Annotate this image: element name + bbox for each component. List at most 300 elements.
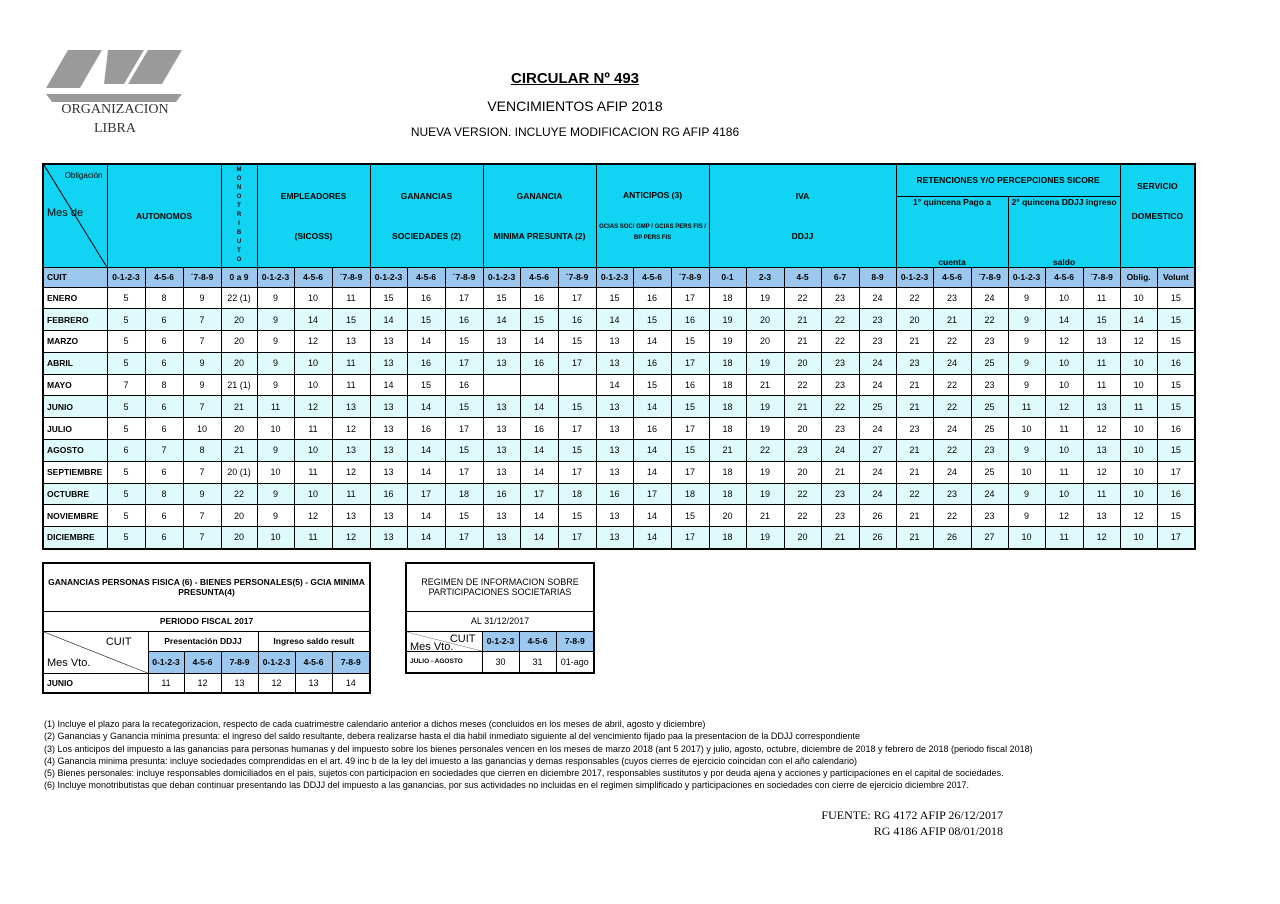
due-day-cell: 22 xyxy=(933,331,971,353)
due-day-cell: 5 xyxy=(107,418,145,440)
t1-title: GANANCIAS PERSONAS FISICA (6) - BIENES PERSONALES(5) - GCIA MINIMA PRESUNTA(4) xyxy=(43,563,370,611)
due-day-cell: 9 xyxy=(183,483,221,505)
month-label: DICIEMBRE xyxy=(43,527,107,549)
due-day-cell: 15 xyxy=(1157,309,1195,331)
due-day-cell: 19 xyxy=(746,396,784,418)
due-day-cell: 10 xyxy=(1008,527,1045,549)
due-day-cell: 14 xyxy=(1045,309,1083,331)
due-day-cell: 15 xyxy=(558,440,596,462)
due-day-cell: 6 xyxy=(145,527,183,549)
sicoss-label: (SICOSS) xyxy=(294,230,333,241)
t1-cuit-col: 7-8-9 xyxy=(332,651,370,673)
due-day-cell: 7 xyxy=(183,461,221,483)
due-day-cell: 9 xyxy=(1008,331,1045,353)
group-iva xyxy=(709,164,896,267)
due-day-cell: 10 xyxy=(257,418,294,440)
due-day-cell: 24 xyxy=(859,418,896,440)
t1-cuit-col: 4-5-6 xyxy=(295,651,332,673)
due-day-cell: 17 xyxy=(558,352,596,374)
participaciones-table xyxy=(405,562,595,674)
due-day-cell: 8 xyxy=(145,483,183,505)
table-row xyxy=(43,483,1195,505)
due-day-cell: 15 xyxy=(332,309,370,331)
t1-corner xyxy=(43,631,148,673)
t1-cell: 13 xyxy=(221,673,258,693)
due-day-cell: 10 xyxy=(1120,352,1157,374)
footnote: (4) Ganancia minima presunta: incluye sociedades comprendidas en el art. 49 inc b de la ley del imuesto a las ganancias y demas responsables (cuyos cierres de ejercicio coincidan con el año calendario) xyxy=(44,755,857,766)
due-day-cell: 5 xyxy=(107,527,145,549)
due-day-cell: 21 xyxy=(896,440,933,462)
empleadores-label: EMPLEADORES xyxy=(280,190,347,201)
cuit-col: 4-5-6 xyxy=(520,267,558,287)
cuit-col: 0 a 9 xyxy=(221,267,257,287)
due-day-cell: 16 xyxy=(407,418,445,440)
anticipos-label: ANTICIPOS (3) xyxy=(623,189,683,200)
due-day-cell: 16 xyxy=(445,374,483,396)
due-day-cell: 11 xyxy=(332,287,370,309)
due-day-cell: 10 xyxy=(1120,418,1157,440)
due-day-cell: 17 xyxy=(520,483,558,505)
due-day-cell: 17 xyxy=(445,352,483,374)
due-day-cell: 17 xyxy=(558,461,596,483)
due-day-cell: 15 xyxy=(1157,440,1195,462)
month-label: ABRIL xyxy=(43,352,107,374)
cuit-col: ´7-8-9 xyxy=(183,267,221,287)
sicore-q2-saldo: saldo xyxy=(1052,256,1076,267)
month-label: ENERO xyxy=(43,287,107,309)
cuit-col: 4-5 xyxy=(784,267,821,287)
table-row xyxy=(43,396,1195,418)
due-day-cell: 10 xyxy=(257,461,294,483)
due-day-cell: 14 xyxy=(596,309,633,331)
due-day-cell: 5 xyxy=(107,352,145,374)
due-day-cell: 21 xyxy=(746,505,784,527)
due-day-cell: 17 xyxy=(633,483,671,505)
due-day-cell: 22 xyxy=(933,440,971,462)
fuente-line-2: RG 4186 AFIP 08/01/2018 xyxy=(873,824,1003,838)
due-day-cell: 13 xyxy=(370,331,407,353)
due-day-cell: 17 xyxy=(1157,461,1195,483)
due-day-cell: 24 xyxy=(859,352,896,374)
due-day-cell: 18 xyxy=(709,396,746,418)
due-day-cell: 24 xyxy=(859,461,896,483)
table-row xyxy=(43,352,1195,374)
t2-mes-label: Mes Vto. xyxy=(410,640,454,651)
due-day-cell: 13 xyxy=(370,352,407,374)
due-day-cell: 19 xyxy=(746,418,784,440)
due-day-cell: 5 xyxy=(107,331,145,353)
footnote: (2) Ganancias y Ganancia minima presunta: el ingreso del saldo resultante, debera realizarse hasta el dia habil inmediato siguiente al del vencimiento fijado paa la presentacion de la DDJJ correspondiente xyxy=(44,731,860,742)
cuit-col: 4-5-6 xyxy=(407,267,445,287)
due-day-cell: 19 xyxy=(746,483,784,505)
due-day-cell: 18 xyxy=(709,287,746,309)
due-day-cell: 23 xyxy=(971,505,1008,527)
due-day-cell: 19 xyxy=(746,461,784,483)
due-day-cell: 26 xyxy=(933,527,971,549)
group-monotributo: M O N O T R I B U T O xyxy=(221,164,257,267)
due-day-cell: 14 xyxy=(407,527,445,549)
page-title: CIRCULAR Nº 493 xyxy=(511,70,639,87)
month-label: SEPTIEMBRE xyxy=(43,461,107,483)
due-day-cell: 11 xyxy=(332,374,370,396)
due-day-cell: 15 xyxy=(633,309,671,331)
cuit-col: 0-1-2-3 xyxy=(107,267,145,287)
due-day-cell: 22 xyxy=(933,505,971,527)
due-day-cell: 5 xyxy=(107,309,145,331)
due-day-cell: 11 xyxy=(332,483,370,505)
cuit-col: Oblig. xyxy=(1120,267,1157,287)
t1-cell: 13 xyxy=(295,673,332,693)
due-day-cell: 13 xyxy=(483,331,520,353)
footnote: (6) Incluye monotributistas que deban continuar presentando las DDJJ del impuesto a las ganancias, por sus actividades no incluidas en el regimen simplificado y participaciones en sociedades con cierre de ejercicio diciembre 2017. xyxy=(44,780,970,791)
iva-label: IVA xyxy=(795,190,810,201)
month-label: MAYO xyxy=(43,374,107,396)
due-day-cell: 8 xyxy=(145,374,183,396)
cuit-col: 4-5-6 xyxy=(294,267,332,287)
due-day-cell: 20 xyxy=(709,505,746,527)
due-day-cell: 6 xyxy=(145,309,183,331)
due-day-cell: 17 xyxy=(445,461,483,483)
cuit-col: Volunt xyxy=(1157,267,1195,287)
due-day-cell: 15 xyxy=(483,287,520,309)
due-day-cell: 8 xyxy=(145,287,183,309)
due-day-cell: 24 xyxy=(933,352,971,374)
due-day-cell: 10 xyxy=(1008,418,1045,440)
due-day-cell: 9 xyxy=(1008,440,1045,462)
due-day-cell: 17 xyxy=(671,418,709,440)
t1-cuit-col: 0-1-2-3 xyxy=(148,651,184,673)
due-day-cell: 13 xyxy=(370,440,407,462)
ganancias-label: GANANCIAS xyxy=(400,190,453,201)
t2-title: REGIMEN DE INFORMACION SOBRE PARTICIPACIONES SOCIETARIAS xyxy=(406,563,594,611)
due-day-cell: 23 xyxy=(971,374,1008,396)
due-day-cell: 17 xyxy=(445,418,483,440)
due-day-cell: 22 xyxy=(784,374,821,396)
due-day-cell: 13 xyxy=(483,418,520,440)
due-day-cell: 15 xyxy=(1157,287,1195,309)
due-day-cell: 13 xyxy=(370,527,407,549)
anticipos-sub-label: GCIAS SOC/ GMP / GCIAS PERS FIS / BP PERS FIS xyxy=(599,223,706,241)
due-day-cell: 13 xyxy=(332,505,370,527)
due-day-cell: 21 xyxy=(221,396,257,418)
ddjj-label: DDJJ xyxy=(791,230,814,241)
due-day-cell: 12 xyxy=(1120,331,1157,353)
due-day-cell: 20 xyxy=(746,331,784,353)
table-row xyxy=(43,287,1195,309)
due-day-cell: 17 xyxy=(407,483,445,505)
due-day-cell: 13 xyxy=(596,418,633,440)
due-day-cell: 18 xyxy=(558,483,596,505)
due-day-cell: 10 xyxy=(294,287,332,309)
due-day-cell: 21 xyxy=(784,396,821,418)
month-label: JUNIO xyxy=(43,396,107,418)
due-day-cell: 15 xyxy=(1157,331,1195,353)
due-day-cell: 22 xyxy=(746,440,784,462)
due-day-cell: 10 xyxy=(1120,461,1157,483)
t1-periodo: PERIODO FISCAL 2017 xyxy=(43,611,370,631)
due-day-cell: 18 xyxy=(709,418,746,440)
due-day-cell: 12 xyxy=(294,396,332,418)
footnotes xyxy=(44,718,1033,792)
t1-cuit-label: CUIT xyxy=(105,635,132,648)
due-day-cell: 10 xyxy=(1120,440,1157,462)
due-day-cell: 11 xyxy=(1083,352,1120,374)
due-day-cell: 22 xyxy=(784,483,821,505)
due-day-cell: 18 xyxy=(709,483,746,505)
due-day-cell: 20 (1) xyxy=(221,461,257,483)
due-day-cell: 25 xyxy=(971,418,1008,440)
t2-row-label: JULIO - AGOSTO xyxy=(406,651,482,673)
sicore-q2-label: 2° quincena DDJJ ingreso xyxy=(1011,196,1117,207)
group-autonomos: AUTONOMOS xyxy=(107,164,221,267)
due-day-cell: 14 xyxy=(407,396,445,418)
table-row xyxy=(43,418,1195,440)
due-day-cell: 15 xyxy=(558,396,596,418)
due-day-cell: 23 xyxy=(821,505,859,527)
due-day-cell: 21 xyxy=(784,309,821,331)
due-day-cell: 13 xyxy=(483,527,520,549)
due-day-cell: 20 xyxy=(221,352,257,374)
due-day-cell: 10 xyxy=(294,352,332,374)
due-day-cell: 10 xyxy=(183,418,221,440)
due-day-cell: 16 xyxy=(1157,483,1195,505)
footnote: (5) Bienes personales: incluye responsables domiciliados en el pais, sujetos con participacion en sociedades que cierren en diciembre 2017, responsables sustitutos y por deuda ajena y acciones y participaciones en el capital de sociedades. xyxy=(44,768,1004,779)
due-day-cell: 9 xyxy=(183,287,221,309)
ganancias-personas-table xyxy=(42,562,371,694)
version-note: NUEVA VERSION. INCLUYE MODIFICACION RG AFIP 4186 xyxy=(410,125,740,139)
due-day-cell: 15 xyxy=(370,287,407,309)
due-day-cell: 9 xyxy=(1008,309,1045,331)
due-day-cell: 27 xyxy=(859,440,896,462)
t1-cuit-col: 7-8-9 xyxy=(221,651,258,673)
due-day-cell: 17 xyxy=(671,527,709,549)
due-day-cell: 22 xyxy=(933,396,971,418)
due-day-cell: 14 xyxy=(633,505,671,527)
due-day-cell: 11 xyxy=(257,396,294,418)
due-day-cell: 12 xyxy=(1045,396,1083,418)
due-day-cell: 18 xyxy=(709,352,746,374)
month-label: OCTUBRE xyxy=(43,483,107,505)
due-day-cell: 12 xyxy=(1083,418,1120,440)
due-day-cell: 24 xyxy=(859,374,896,396)
due-day-cell: 7 xyxy=(107,374,145,396)
due-day-cell: 5 xyxy=(107,396,145,418)
due-day-cell: 13 xyxy=(483,461,520,483)
due-day-cell: 13 xyxy=(596,331,633,353)
due-day-cell: 14 xyxy=(520,461,558,483)
due-day-cell: 15 xyxy=(1157,396,1195,418)
due-day-cell: 9 xyxy=(257,374,294,396)
due-day-cell: 20 xyxy=(784,527,821,549)
due-day-cell: 16 xyxy=(596,483,633,505)
due-day-cell: 21 xyxy=(746,374,784,396)
due-day-cell: 10 xyxy=(294,440,332,462)
due-day-cell: 20 xyxy=(221,505,257,527)
cuit-col: ´7-8-9 xyxy=(1083,267,1120,287)
sicore-q2 xyxy=(1008,196,1120,267)
due-day-cell: 24 xyxy=(821,440,859,462)
cuit-col: 2-3 xyxy=(746,267,784,287)
due-day-cell: 11 xyxy=(1008,396,1045,418)
logo-line-1: ORGANIZACION xyxy=(61,102,169,117)
due-day-cell: 17 xyxy=(1157,527,1195,549)
corner-mes: Mes de xyxy=(47,207,84,219)
due-day-cell: 12 xyxy=(332,527,370,549)
due-day-cell: 16 xyxy=(633,418,671,440)
due-day-cell: 13 xyxy=(483,352,520,374)
due-day-cell: 8 xyxy=(183,440,221,462)
group-gmp xyxy=(483,164,596,267)
due-day-cell: 25 xyxy=(971,352,1008,374)
due-day-cell: 13 xyxy=(332,396,370,418)
due-day-cell: 25 xyxy=(859,396,896,418)
due-day-cell: 9 xyxy=(257,331,294,353)
due-day-cell: 11 xyxy=(1120,396,1157,418)
due-day-cell: 12 xyxy=(294,331,332,353)
servicio-label: SERVICIO xyxy=(1137,180,1178,191)
due-day-cell: 9 xyxy=(257,309,294,331)
group-sicore: RETENCIONES Y/O PERCEPCIONES SICORE xyxy=(896,164,1120,196)
due-day-cell: 15 xyxy=(445,505,483,527)
due-day-cell: 24 xyxy=(971,483,1008,505)
due-day-cell: 23 xyxy=(859,309,896,331)
footnote: (3) Los anticipos del impuesto a las ganancias para personas humanas y del impuesto sobre los bienes personales vencen en los meses de marzo 2018 (ant 5 2017) y julio, agosto, octubre, diciembre de 2018 y febrero de 2018 (periodo fiscal 2018) xyxy=(44,743,1033,754)
due-day-cell: 14 xyxy=(633,331,671,353)
due-day-cell: 14 xyxy=(633,396,671,418)
due-day-cell: 7 xyxy=(183,309,221,331)
cuit-col: 0-1-2-3 xyxy=(596,267,633,287)
due-day-cell: 15 xyxy=(558,331,596,353)
due-day-cell: 12 xyxy=(1045,505,1083,527)
due-day-cell: 10 xyxy=(1120,483,1157,505)
due-day-cell: 6 xyxy=(145,461,183,483)
due-day-cell: 16 xyxy=(1157,352,1195,374)
due-day-cell: 18 xyxy=(709,527,746,549)
due-day-cell: 20 xyxy=(221,418,257,440)
due-day-cell: 16 xyxy=(671,374,709,396)
due-day-cell: 23 xyxy=(896,418,933,440)
group-ganancias xyxy=(370,164,483,267)
due-day-cell: 23 xyxy=(933,483,971,505)
due-day-cell: 15 xyxy=(445,396,483,418)
t2-corner xyxy=(406,631,482,651)
due-day-cell: 23 xyxy=(933,287,971,309)
footnote: (1) Incluye el plazo para la recategorizacion, respecto de cada cuatrimestre calendario anterior a dichos meses (concluidos en los meses de abril, agosto y diciembre) xyxy=(44,719,706,729)
due-day-cell: 10 xyxy=(1120,287,1157,309)
due-day-cell: 18 xyxy=(709,374,746,396)
due-day-cell: 5 xyxy=(107,287,145,309)
due-day-cell: 20 xyxy=(896,309,933,331)
t1-cell: 12 xyxy=(184,673,221,693)
due-day-cell: 16 xyxy=(1157,418,1195,440)
cuit-col: 0-1 xyxy=(709,267,746,287)
cuit-col: 6-7 xyxy=(821,267,859,287)
due-day-cell: 5 xyxy=(107,505,145,527)
due-day-cell: 20 xyxy=(221,309,257,331)
due-day-cell: 10 xyxy=(1045,352,1083,374)
due-day-cell: 22 xyxy=(221,483,257,505)
due-day-cell: 21 xyxy=(221,440,257,462)
due-day-cell: 17 xyxy=(558,527,596,549)
due-day-cell: 20 xyxy=(221,527,257,549)
due-day-cell: 14 xyxy=(633,440,671,462)
due-day-cell: 23 xyxy=(821,374,859,396)
due-day-cell: 15 xyxy=(1083,309,1120,331)
due-day-cell: 13 xyxy=(332,440,370,462)
gmp-label: GANANCIA xyxy=(516,190,563,201)
due-day-cell: 13 xyxy=(596,440,633,462)
due-day-cell: 13 xyxy=(1083,396,1120,418)
header-corner xyxy=(43,164,107,267)
due-day-cell: 12 xyxy=(332,461,370,483)
due-day-cell: 9 xyxy=(257,287,294,309)
page-subtitle: VENCIMIENTOS AFIP 2018 xyxy=(487,98,663,114)
t1-mes-label: Mes Vto. xyxy=(47,656,91,669)
due-day-cell: 12 xyxy=(1045,331,1083,353)
due-day-cell: 13 xyxy=(483,440,520,462)
due-day-cell: 14 xyxy=(520,331,558,353)
due-day-cell: 9 xyxy=(1008,505,1045,527)
t1-cuit-col: 0-1-2-3 xyxy=(258,651,295,673)
due-day-cell: 19 xyxy=(709,309,746,331)
due-day-cell: 19 xyxy=(709,331,746,353)
due-day-cell: 13 xyxy=(483,505,520,527)
t1-presentacion: Presentación DDJJ xyxy=(148,631,258,651)
due-day-cell: 11 xyxy=(1083,374,1120,396)
due-day-cell: 23 xyxy=(896,352,933,374)
sociedades-label: SOCIEDADES (2) xyxy=(392,230,461,241)
due-day-cell: 18 xyxy=(671,483,709,505)
due-day-cell: 18 xyxy=(445,483,483,505)
due-day-cell xyxy=(483,374,520,396)
due-day-cell: 17 xyxy=(558,418,596,440)
table-row xyxy=(43,309,1195,331)
due-day-cell: 23 xyxy=(821,287,859,309)
due-day-cell: 13 xyxy=(370,505,407,527)
cuit-col: 4-5-6 xyxy=(933,267,971,287)
due-day-cell: 6 xyxy=(145,396,183,418)
due-day-cell: 9 xyxy=(1008,352,1045,374)
due-day-cell: 15 xyxy=(407,309,445,331)
due-day-cell: 13 xyxy=(596,396,633,418)
cuit-col: 8-9 xyxy=(859,267,896,287)
cuit-col: ´7-8-9 xyxy=(971,267,1008,287)
due-day-cell: 24 xyxy=(933,418,971,440)
due-day-cell: 19 xyxy=(746,352,784,374)
due-day-cell: 7 xyxy=(183,331,221,353)
due-day-cell: 5 xyxy=(107,461,145,483)
due-day-cell: 10 xyxy=(1045,287,1083,309)
due-day-cell: 25 xyxy=(971,461,1008,483)
due-day-cell: 18 xyxy=(709,461,746,483)
due-day-cell: 21 (1) xyxy=(221,374,257,396)
group-servicio xyxy=(1120,164,1195,267)
due-day-cell: 20 xyxy=(784,418,821,440)
due-day-cell: 19 xyxy=(746,527,784,549)
due-day-cell: 14 xyxy=(1120,309,1157,331)
due-day-cell: 16 xyxy=(483,483,520,505)
due-day-cell: 14 xyxy=(370,309,407,331)
due-day-cell: 9 xyxy=(1008,374,1045,396)
due-day-cell: 10 xyxy=(294,374,332,396)
due-day-cell: 14 xyxy=(407,461,445,483)
due-day-cell: 13 xyxy=(483,396,520,418)
group-empleadores xyxy=(257,164,370,267)
cuit-col: 4-5-6 xyxy=(145,267,183,287)
due-day-cell: 9 xyxy=(257,352,294,374)
due-day-cell: 15 xyxy=(520,309,558,331)
due-day-cell: 15 xyxy=(1157,505,1195,527)
